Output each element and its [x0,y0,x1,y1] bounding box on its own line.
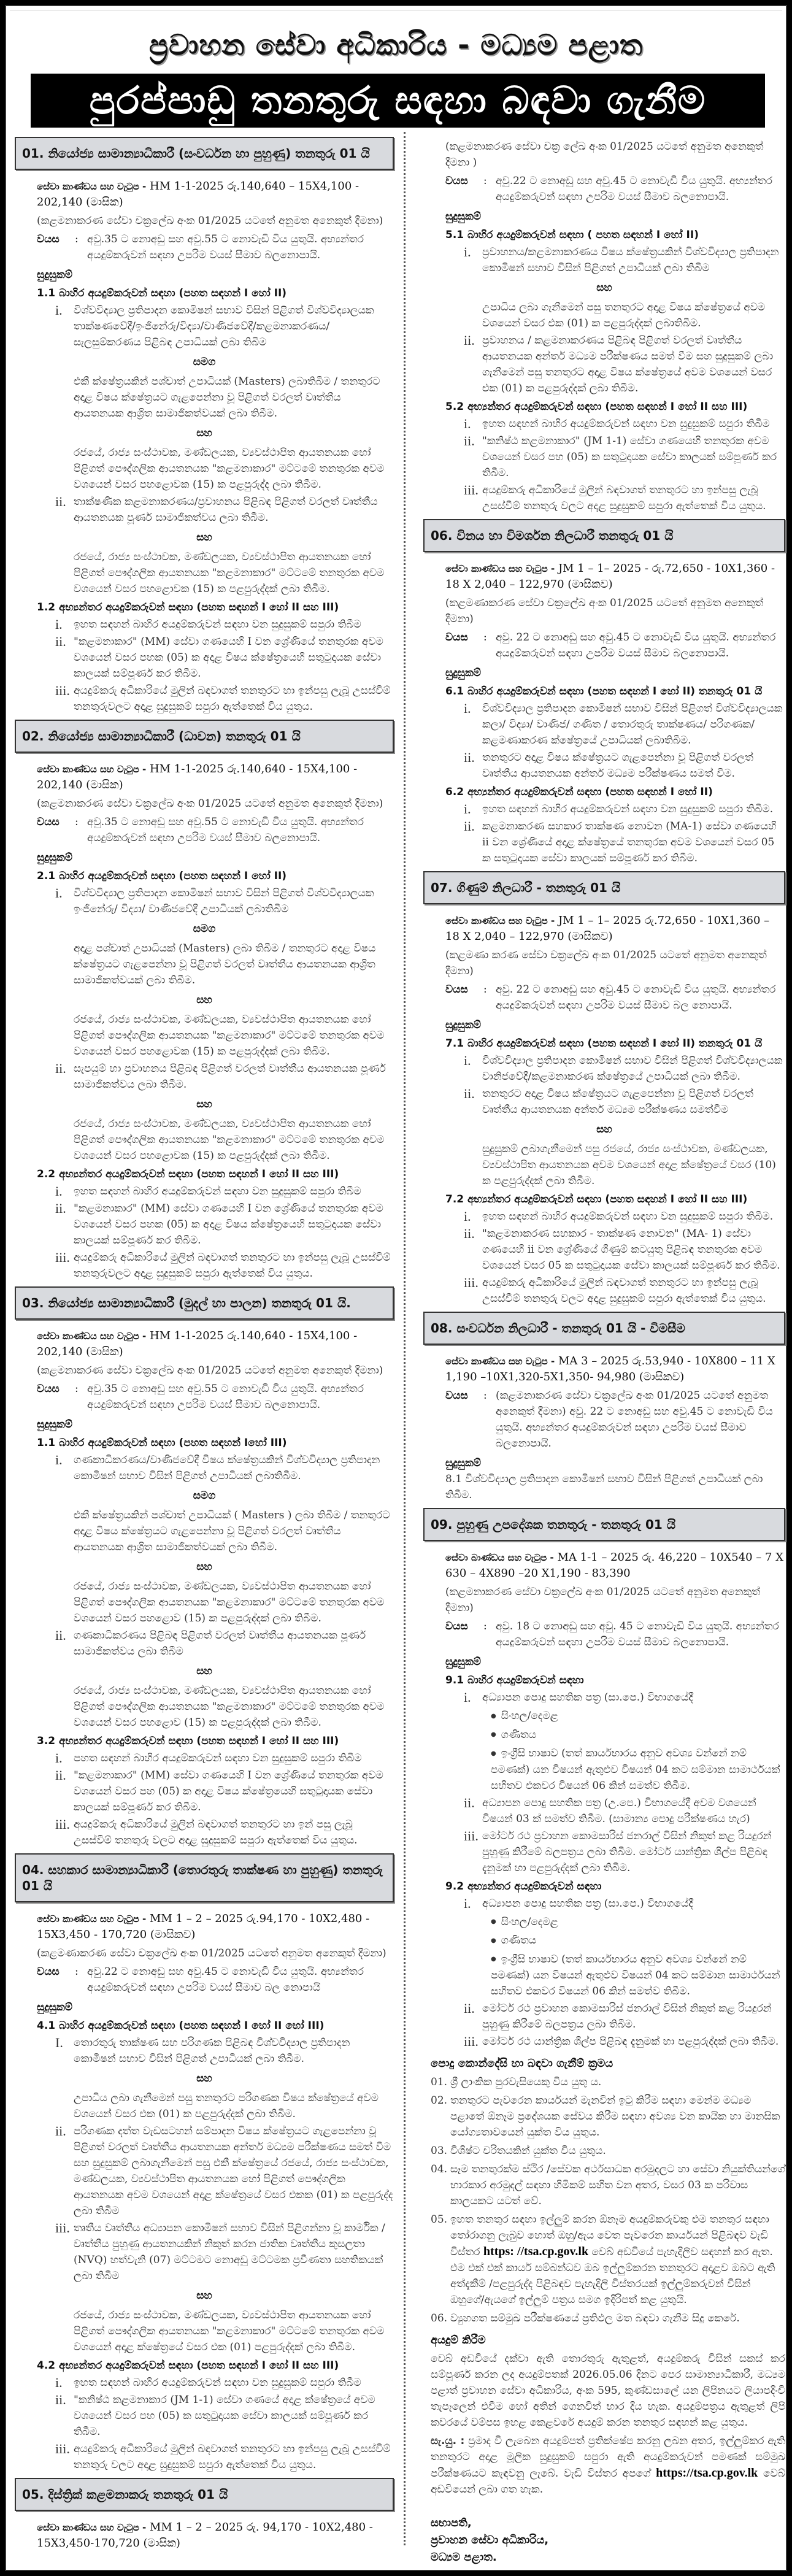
qualification-item [464,482,785,514]
website-link[interactable]: https://tsa.cp.gov.lk [656,2466,758,2480]
vacancy-title: 08. සංවර්ධන නිලධාරී - තනතුරු 01 යි - විමසීම [423,1312,785,1345]
qualification-item [464,2001,785,2032]
roman-numeral: i. [55,302,63,318]
conjunction: සමග [193,356,216,368]
vacancy-section [15,1853,394,2473]
salary-scale: සේවා කාණ්ඩය සහ වැටුප - HM 1-1-2025 රු.140,640 – 15X4,100 - 202,140 (මාසික) [37,180,359,209]
qualification-text: අධ්‍යාපන පොදු සහතික පත්‍ර (උ.පෙ.) විභාගයේදී අවම වශයෙන් විෂයන් 03 ක් සමත්ව තිබීම. (සාමාන්‍ය පොදු පරීක්ෂණය හැර) [482,1796,756,1825]
salary-scale: සේවා කාණ්ඩය සහ වැටුප - MA 3 – 2025 රු.53,940 - 10X800 – 11 X 1,190 –10X1,320-5X1,350- 94,980 (මාසිකව) [445,1355,775,1383]
qualifications-heading: සුදුසුකම් [445,1457,482,1469]
qualification-text: ඉහත සඳහන් බාහිර අයදුම්කරුවන් සඳහා වන සුදුසුකම් සපුරා තිබීම [74,618,361,631]
qualification-item [55,1767,394,1815]
roman-numeral: ii. [55,1628,66,1643]
age-requirement: වයස : අවු.35 ට නොඅඩු සහ අවු.55 ට නොවැඩි විය යුතුයි. අභ්‍යන්තර අයදුම්කරුවන් සඳහා උපරිම වයස් සීමාව බලනොපායි. [37,233,364,261]
roman-numeral: i. [464,1895,471,1911]
condition-number: 01. [431,2076,448,2088]
conjunction: සහ [196,2290,212,2302]
qualification-item [55,1817,394,1848]
qualification-text: අයදුම්කරු අධිකාරියේ මුලින් බඳවාගත් තනතුරට හා ඉන්පසු ලැබූ උසස්වීම් තනතුරු වලට අදාළ සුදුසුකම් සපුරා ඇත්තෙක් විය යුතුය. [482,1277,766,1305]
roman-numeral: iii. [55,1817,70,1832]
internal-applicants-heading: 9.2 අභ්‍යන්තර අයදුම්කරුවන් සඳහා [445,1880,602,1893]
roman-numeral: iii. [464,482,479,498]
vacancy-section [423,139,785,514]
qualification-item [55,1183,394,1199]
qualification-text: අයදුම්කරු අධිකාරියේ මුලින් බඳවාගත් තනතුරට හා ඉන් පසු ලැබූ උසස්වීම් තනතුරු වලට අදාළ සුදුසුකම් සපුරා ඇත්තෙක් විය යුතුය. [74,1818,358,1847]
roman-numeral: ii. [55,1061,66,1076]
left-column [15,132,394,2551]
qualification-item [55,617,394,632]
age-requirement: වයස : (කළමනාකරණ සේවා චක්‍රලේඛ අංක 01/2025 යටතේ අනුමත අනෙකුත් දීමනා) අවු. 22 ට නොඅඩු සහ අවු.45 ට නොවැඩි විය යුතුයි. අභ්‍යන්තර අයදුම්කරුවන් සඳහා උපරිම වයස් සීමාව බලනොපායි. [445,1390,773,1450]
vacancy-section [15,1286,394,1848]
roman-numeral: iii. [55,2441,70,2456]
conjunction: සහ [196,427,212,439]
qualification-text: පරිගණක දත්ත වැඩසටහන් සම්පාදන විෂය ක්ෂේත්‍රයට ගැළපෙන්නා වූ පිළිගත් වරලත් වෘත්තීය ආයතනයක අන්තර් මධ්‍යම පරීක්ෂණය සමත් වීම සහ සුදුසුකම් ලබාගැනීමෙන් පසු එකී ක්ෂේත්‍රයේ රජයේ, රාජ්‍ය සංස්ථාවක, මණ්ඩලයක, ව්‍යවස්ථාපිත ආයතනයක හෝ පිළිගත් පෞද්ගලික ආයතනයක අවම වශයෙන් අදාළ ක්ෂේත්‍රයේ වසර එකක (01) ක පළපුරුද්ද ලබා තිබීම [74,2125,393,2217]
qualification-text: "කනිෂ්ඨ කළමනාකාර (JM 1-1) සේවා ගණයේ අදාළ ක්ෂේත්‍රයේ අවම වශයෙන් වසර පහ (05) ක සතුටුදායක සේවා කාලයක් සම්පූර්ණ කර තිබීම. [74,2394,375,2438]
note-label: සැ.යු. : [431,2435,465,2447]
qualification-text: "කළමනාකාර" (MM) සේවා ගණයෙහි I වන ශ්‍රේණියේ තනතුරක අවම වශයෙන් වසර පහක (05) ක අදාළ විෂය ක්ෂේත්‍රයෙහි සතුටුදායක සේවා කාලයක් සම්පූර්ණ කර තිබීම. [74,1202,383,1247]
qualification-item [55,2441,394,2473]
internal-applicants-heading: 7.2 අභ්‍යන්තර අයදුම්කරුවන් සඳහා (පහත සඳහන් I හෝ II සහ III) [445,1193,748,1205]
roman-numeral: i. [55,1750,63,1766]
qualification-text: විශ්වවිද්‍යාල ප්‍රතිපාදන කොමිෂන් සභාව විසින් පිළිගත් විශ්වවිද්‍යාලයක තාක්ෂණවේදී/ඉංජිනේරු/විද්‍යා/වාණිජවේදී/කළමනාකරණය/සැලසුම්කරණය පිළිබඳ උපාධියක් ලබා තිබීම [74,304,374,348]
qualification-item [464,701,785,748]
qualification-item [55,1061,394,1093]
allowance-note: (කළමනාකරණ සේවා චක්‍ර ලේඛ අංක 01/2025 යටතේ අනුමත අනෙකුත් දීමනා ) [445,140,764,169]
roman-numeral: i. [55,617,63,632]
qualification-item [464,1226,785,1274]
qualification-text: මෝටර් රථ යාන්ත්‍රික ශිල්ප පිළිබඳ දැනුමක් හා පළපුරුද්දක් ලබා තිබීම. [482,2036,779,2048]
qualification-text: තනතුරට අදාළ විෂය ක්ෂේත්‍රයට ගැළපෙන්නා වූ පිළිගත් වරලත් වෘත්තීය ආයතනයක අන්තර් මධ්‍යම පරීක්ෂණය සමත්වීම [482,1088,753,1116]
allowance-note: (කළමනාකරණ සේවා චක්‍රලේඛ අංක 01/2025 යටතේ අනුමත අනෙකුත් දීමනා) [37,798,383,810]
conjunction: සහ [196,531,212,544]
external-applicants-heading: 2.1 බාහිර අයදුම්කරුවන් සඳහා (පහත සඳහන් I හෝ II) [37,870,287,882]
condition-number: 04. [431,2163,448,2175]
roman-numeral: ii. [55,634,66,649]
signature-line: සභාපති, [431,2516,472,2529]
qualification-detail: රජයේ, රාජ්‍ය සංස්ථාවක, මණ්ඩලයක, ව්‍යවස්ථාපිත ආයතනයක හෝ පිළිගත් පෞද්ගලික ආයතනයක "කළමනාකාර" මට්ටමේ තනතුරක අවම වශයෙන් වසර පහළොව (15) ක පළපුරුද්දක් ලබා තිබීම. [74,1580,385,1624]
roman-numeral: i. [55,2375,63,2390]
qualification-item [55,2392,394,2440]
conjunction: සහ [596,282,612,294]
condition-text: තනතුරට පැවරෙන කාර්යයන් මැනවින් ඉටු කිරීම සඳහා මෙන්ම මධ්‍යම පළාතේ ඕනෑම ප්‍රදේශයක සේවය කිරීම සඳහා අවශ්‍ය වන කායික හා මානසික යෝග්‍යතාවයෙන් යුක්ත විය යුතුය. [450,2094,780,2139]
condition-item [431,2143,785,2159]
important-note: සැ.යු. : ප්‍රමාද වී ලැබෙන අයදුම්පත් ප්‍රතික්ෂේප කරනු ලබන අතර, ඉල්ලුම්කර ඇති තනතුරට අදාළ මූලික සුදුසුකම් සපුරා ඇති අයදුම්කරුවන් පමණක් සම්මුඛ පරීක්ෂණයට කැඳවනු ලැබේ. වැඩි විස්තර අපගේ https://tsa.cp.gov.lk වෙබ් අඩවියෙන් ලබා ගත හැක. [431,2435,786,2496]
internal-applicants-heading: 2.2 අභ්‍යන්තර අයදුම්කරුවන් සඳහා (පහත සඳහන් I හෝ II සහ III) [37,1168,339,1180]
internal-applicants-heading: 3.2 අභ්‍යන්තර අයදුම්කරුවන් සඳහා (පහත සඳහන් I හෝ II සහ III) [37,1735,339,1747]
general-conditions-heading: පොදු කොන්දේසි හා බඳවා ගැනීම් ක්‍රමය [431,2057,613,2070]
qualification-item [464,1053,785,1085]
qualification-detail: සුදුසුකම් ලබාගැනීමෙන් පසු රජයේ, රාජ්‍ය සංස්ථාවක, මණ්ඩලයක, ව්‍යවස්ථාපිත ආයතනයක අවම වශයෙන් අදාළ ක්ෂේත්‍රයේ වසර (10) ක පළපුරුද්දක් ලබා තිබීම. [482,1143,776,1187]
vacancy-section [423,1508,785,2050]
signature-block [431,2515,785,2566]
qualification-text: අයදුම්කරු අධිකාරියේ මුලින් බඳවාගත් තනතුරට හා ඉන්පසු ලැබූ උසස්වීම් තනතුරු වලට අදාළ සුදුසුකම් සපුරා ඇත්තෙක් විය යුතුය. [482,484,766,512]
qualification-item [55,1201,394,1248]
roman-numeral: ii. [464,818,475,834]
bullet-item: ● ගණිතය [491,1727,785,1744]
qualification-text: අධ්‍යාපන පොදු සහතික පත්‍ර (සා.පෙ.) විභාගයේදී [482,1691,693,1704]
qualification-item [464,1275,785,1307]
signature-line: මධ්‍යම පළාත. [431,2551,497,2564]
qualification-detail: උපාධිය ලබා ගැනීමෙන් පසු තනතුරට අදාළ විෂය ක්ෂේත්‍රයේ අවම වශයෙන් වසර එක (01) ක පළපුරුද්දක් ලබාතිබීම. [482,301,766,329]
allowance-note: (කළමනාකරණ සේවා චක්‍රලේඛ අංක 01/2025 යටතේ අනුමත අනෙකුත් දීමනා) [37,1364,383,1377]
vacancy-title: 09. පුහුණු උපදේශක තනතුරු - තනතුරු 01 යි [423,1508,785,1541]
qualification-text: විශ්වවිද්‍යාල ප්‍රතිපාදන කොමිෂන් සභාව විසින් පිළිගත් විශ්වවිද්‍යාලයක වානිජවේදී/කළමනාකරණ ක්ෂේත්‍රයේ උපාධියක් ලබා තිබීම. [482,1055,783,1083]
roman-numeral: i. [464,1053,471,1068]
roman-numeral: ii. [464,1086,475,1101]
qualification-item [55,683,394,715]
salary-scale: සේවා කාණ්ඩය සහ වැටුප - MM 1 – 2 – 2025 රු.94,170 - 10X2,480 - 15X3,450 - 170,720 (මාසිකව) [37,1912,370,1941]
roman-numeral: i. [464,1209,471,1224]
qualification-detail: රජයේ, රාජ්‍ය සංස්ථාවක, මණ්ඩලයක, ව්‍යවස්ථාපිත ආයතනයක හෝ පිළිගත් පෞද්ගලික ආයතනයක "කළමනාකාර" මට්ටමේ තනතුරක අවම වශයෙන් අදාළ ක්ෂේත්‍රයේ වසර එක (01) පළපුරුද්දක් ලබා තිබීම. [74,2309,385,2353]
conjunction: සහ [196,994,212,1006]
roman-numeral: iii. [55,1250,70,1265]
vacancy-title: 01. නියෝජ්‍ය සාමාන්‍යාධිකාරී (සංවර්ධන හා පුහුණු) තනතුරු 01 යි [15,137,394,170]
roman-numeral: ii. [55,2392,66,2407]
external-applicants-heading: 9.1 බාහිර අයදුම්කරුවන් සඳහා [445,1674,584,1686]
qualification-text: අයදුම්කරු අධිකාරියේ මුලින් බඳවාගත් තනතුරට හා ඉන්පසු ලැබූ උසස්වීම් තනතුරුවලට අදාළ සුදුසුකම් සපුරා ඇත්තෙක් විය යුතුය. [74,1251,391,1280]
bullet-item: ● සිංහල/දෙමළ [491,1708,785,1724]
qualification-text: පහත සඳහන් බාහිර අයදුම්කරුවන් සඳහා වන සුදුසුකම් සපුරා තිබීම [74,1752,362,1764]
external-applicants-heading: 1.1 බාහිර අයදුම්කරුවන් සඳහා (පහත සඳහන් I හෝ II) [37,287,287,299]
qualification-text: "කළමනාකාර" (MM) සේවා ගණයෙහි I වන ශ්‍රේණියේ තනතුරක අවම වශයෙන් වසර පහ (05) ක අදාළ විෂය ක්ෂේත්‍රයෙහි සතුටුදායක සේවා කාලයක් සම්පූර්ණ කර තිබීම. [74,1769,383,1813]
qualification-text: "කළමනාකරණ සහකාර - තාක්ෂණ නොවන" (MA- 1) සේවා ගණයෙහි ii වන ශ්‍රේණියේ ගිණුම් කටයුතු පිළිබඳ තනතුරක අවම වශයෙන් වසර 05 ක සතුටුදායක සේවා කාලයක් සම්පූර්ණ කර තිබීම. [482,1228,780,1272]
qualification-text: "කළමනාකාර" (MM) සේවා ගණයෙහි I වන ශ්‍රේණියේ තනතුරක අවම වශයෙන් වසර පහක (05) ක අදාළ විෂය ක්ෂේත්‍රයෙහි සතුටුදායක සේවා කාලයක් සම්පූර්ණ කර තිබීම. [74,636,383,680]
age-requirement: වයස : අවු.22 ට නොඅඩු සහ අවු.45 ට නොවැඩි විය යුතුයි. අභ්‍යන්තර අයදුම්කරුවන් සඳහා උපරිම වයස් සීමාව බල නොපායි [37,1966,364,1994]
qualification-item [55,634,394,682]
condition-text: විශිෂ්ට චරිතයකින් යුක්ත විය යුතුය. [450,2145,606,2157]
roman-numeral: iii. [464,2034,479,2049]
external-applicants-heading: 6.1 බාහිර අයදුම්කරුවන් සඳහා (පහත සඳහන් I හෝ II) තනතුරු 01 යි [445,685,763,698]
qualification-text: තෘතීය වෘත්තීය අධ්‍යාපන කොමිෂන් සභාව විසින් පිළිගන්නා වූ කාර්මික / වෘත්තීය පුහුණු ආයතනයකින් නිකුත් කරන ජාතික වෘත්තීය කුසලතා (NVQ) හත්වැනි (07) මට්ටමට නොඅඩු මට්ටමක ප්‍රවීණතා සහතිකයක් ලබා තිබීම [74,2222,385,2282]
qualification-item [55,1628,394,1659]
qualification-text: අයදුම්කරු අධිකාරියේ මුලින් බඳවාගත් තනතුරට හා ඉන්පසු ලැබූ උසස්වීම් තනතුරු වලට අදාළ සුදුසුකම් සපුරා ඇත්තෙක් විය යුතුය. [74,2443,391,2471]
bullet-item: ● ගණිතය [491,1932,785,1949]
qualification-item [464,416,785,432]
qualification-item [464,801,785,817]
age-requirement: වයස : අවු.35 ට නොඅඩු සහ අවු.55 ට නොවැඩි විය යුතුයි. අභ්‍යන්තර අයදුම්කරුවන් සඳහා උපරිම වයස් සීමාව බලනොපායි. [37,1383,364,1411]
roman-numeral: i. [464,801,471,817]
conjunction: සහ [196,1665,212,1677]
qualification-detail: උපාධිය ලබා ගැනීමෙන් පසු තනතුරට පරිගණක විෂය ක්ෂේත්‍රයේ අවම වශයෙන් වසර එක (01) ක පළපුරුද්දක් ලබා තිබීම. [74,2092,379,2120]
qualification-item [55,2123,394,2219]
qualifications-heading: සුදුසුකම් [445,1656,482,1668]
roman-numeral: ii. [55,494,66,509]
qualification-text: ප්‍රවාහනය/කළමනාකරණය විෂය ක්ෂේත්‍රයකින් විශ්වවිද්‍යාල ප්‍රතිපාදන කොමිෂන් සභාව විසින් පිළිගත් උපාධියක් ලබා තිබීම [482,246,779,274]
condition-text: ඉහත තනතුර සඳහා ඉල්ලුම් කරන ඕනෑම අයදුම්කරුවකු එම තනතුර සඳහා තෝරාගනු ලැබුව හොත් ඔහු/ඇය වෙත පැවරෙන කාර්යයන් පිළිබඳව වැඩි විස්තර https: //tsa.cp.gov.lk වෙබ් අඩවියේ පැහැදිලිව සඳහන් කර ඇත. එම එක් එක් කාර්ය සම්බන්ධව ඔබ ඉල්ලුම්කරන තනතුරට අදාළව ඔබට ඇති අත්දැකීම් /පළපුරුද්ද පිළිබඳව පැහැදිලි විස්තරයක් ඉල්ලුම්කරුවන් විසින් ඔහුගේ/ඇයගේ ඉල්ලුම් පත්‍රය සමග ඉදිරිපත් කළ යුතුයි. [450,2213,775,2306]
qualifications-heading: සුදුසුකම් [445,1019,482,1031]
vacancy-title: 06. විනය හා විමර්ශන නිලධාරී තනතුරු 01 යි [423,519,785,552]
roman-numeral: iii. [464,1828,479,1844]
roman-numeral: i. [55,1452,63,1467]
qualification-item [55,2375,394,2391]
qualification-item [464,1086,785,1118]
qualification-item [464,1896,785,1912]
roman-numeral: ii. [55,1201,66,1216]
qualifications-heading: සුදුසුකම් [37,269,73,281]
qualification-text: කළමනාකරණ සහකාර තාක්ෂණ නොවන (MA-1) සේවා ගණයෙහි ii වන ශ්‍රේණියේ අදාළ ක්ෂේත්‍රයේ තනතුරක අවම වශයෙන් වසර 05 ක සතුටුදායක සේවා කාලයක් සම්පූර්ණ කර තිබීම. [482,820,777,864]
qualification-text: අධ්‍යාපන පොදු සහතික පත්‍ර (සා.පෙ.) විභාගයේදී [482,1897,693,1910]
roman-numeral: ii. [464,750,475,765]
conjunction: සමග [193,923,216,935]
qualification-text: "කනිෂ්ඨ කළමනාකාර" (JM 1-1) සේවා ගණයෙහි තනතුරක අවම වශයෙන් වසර පහ (05) ක සතුටුදායක සේවා කාලයක් සම්පූර්ණ කර තිබීම. [482,435,777,479]
qualification-text: තනතුරට අදාළ විෂය ක්ෂේත්‍රයට ගැළපෙන්නා වූ පිළිගත් වරලත් වෘත්තීය ආයතනයක අන්තර් මධ්‍යම පරීක්ෂණය සමත් වීම. [482,752,753,780]
roman-numeral: iii. [55,683,70,698]
column-divider [404,132,406,2545]
internal-applicants-heading: 1.2 අභ්‍යන්තර අයදුම්කරුවන් සඳහා (පහත සඳහන් I හෝ II සහ III) [37,601,339,613]
vacancy-title: 04. සහකාර සාමාන්‍යාධිකාරී (තොරතුරු තාක්ෂණ හා පුහුණු) තනතුරු 01 යි [15,1853,394,1902]
qualification-detail: රජයේ, රාජ්‍ය සංස්ථාවක, මණ්ඩලයක, ව්‍යවස්ථාපිත ආයතනයක හෝ පිළිගත් පෞද්ගලික ආයතනයක "කළමනාකාර" මට්ටමේ තනතුරක අවම වශයෙන් වසර පහළොවක (15) ක පළපුරුද්දක් ලබා තිබීම. [74,551,385,595]
condition-item [431,2310,785,2326]
qualification-item [55,885,394,917]
condition-item [431,2161,785,2209]
qualifications-heading: සුදුසුකම් [445,210,482,223]
qualification-text: ඉහත සඳහන් බාහිර අයදුම්කරුවන් සඳහා වන සුදුසුකම් සපුරා තිබීම [482,418,770,430]
organization-title: ප්‍රවාහන සේවා අධිකාරිය - මධ්‍යම පළාත [148,28,644,61]
qualifications-heading: සුදුසුකම් [37,1418,73,1431]
external-applicants-heading: 4.1 බාහිර අයදුම්කරුවන් සඳහා (පහත සඳහන් I හෝ II හෝ III) [37,2020,325,2032]
qualification-text: ගණකාධිකරණය පිළිබඳ පිළිගත් වරලත් වෘත්තීය ආයතනයක පූර්ණ සාමාජිකත්වය ලබා තිබීම [74,1629,366,1658]
website-link[interactable]: https: //tsa.cp.gov.lk [483,2245,589,2258]
qualification-text: තාක්ෂණික කළමනාකරණය/ප්‍රවාහනය පිළිබඳ පිළිගත් වරලත් වෘත්තීය ආයතනයක පූර්ණ සාමාජිකත්වය ලබා තිබීම. [74,496,378,524]
conjunction: සහ [596,1123,612,1136]
qualification-text: ඉහත සඳහන් බාහිර අයදුම්කරුවන් සඳහා වන සුදුසුකම් සපුරා තිබීම [74,2377,361,2389]
qualification-detail: එකී ක්ෂේත්‍රයකින් පශ්චාත් උපාධියක් ( Masters ) ලබා තිබීම / තනතුරට අදාළ විෂය ක්ෂේත්‍රයට ගැළපෙන්නා වූ පිළිගත් වරලත් වෘත්තීය ආයතනයක ආශ්‍රිත සාමාජිකත්වයක් ලබා තිබීම. [74,1509,390,1553]
condition-item [431,2212,785,2308]
qualification-text: අයදුම්කරු අධිකාරියේ මුලින් බඳවාගත් තනතුරට හා ඉන්පසු ලැබූ උසස්වීම් තනතුරුවලට අදාළ සුදුසුකම් සපුරා ඇත්තෙක් විය යුතුය. [74,685,391,713]
qualification-item [55,302,394,350]
qualification-text: විශ්වවිද්‍යාල ප්‍රතිපාදන කොමිෂන් සභාව විසින් පිළිගත් විශ්වවිද්‍යාලයක ඉංජිනේරු/ විද්‍යා/ වාණිජවේදී උපාධියක් ලබාතිබීම [74,887,374,915]
salary-scale: සේවා බාණ්ඩය සහ වැටුප - MA 1-1 – 2025 රු. 46,220 – 10X540 – 7 X 630 – 4X890 –20 X1,190 - 83,390 [445,1551,784,1580]
qualification-item [464,2034,785,2050]
qualification-item [55,1250,394,1282]
qualification-detail: රජයේ, රාජ්‍ය සංස්ථාවක, මණ්ඩලයක, ව්‍යවස්ථාපිත ආයතනයක හෝ පිළිගත් පෞද්ගලික ආයතනයක "කළමනාකාර" මට්ටමේ තනතුරක අවම වශයෙන් වසර පහළොවක (15) ක පළපුරුද්ද ලබා තිබීම. [74,447,385,491]
allowance-note: (කළමණාකරණ සේවා චක්‍රලේඛ අංක 01/2025 යටතේ අනුමත අනෙකුත් දීමනා) [445,597,764,625]
roman-numeral: ii. [55,1767,66,1783]
age-requirement: වයස : අවු. 22 ට නොඅඩු සහ අවු.45 ට නොවැඩි විය යුතුයි. අභ්‍යන්තර අයදුම්කරුවන් සඳහා උපරිම වයස් සීමාව බල නොපායි. [445,983,776,1012]
qualification-item [464,1795,785,1827]
salary-scale: සේවා කාණ්ඩය සහ වැටුප - JM 1 – 1– 2025 - රු.72,650 - 10X1,360 - 18 X 2,040 – 122,970 (මාසිකව) [445,562,775,591]
allowance-note: (කළමණා කරණ සේවා චක්‍රලේඛ අංක 01/2025 යටතේ අනුමත අනෙකුත් දීමනා) [445,949,767,977]
external-applicants-heading: 5.1 බාහිර අයදුම්කරුවන් සඳහා ( පහත සඳහන් I හෝ II) [445,229,699,241]
bullet-item: ● සිංහල/දෙමළ [491,1914,785,1931]
qualification-text: තොරතුරු තාක්ෂණ සහ පරිගණක පිළිබඳ විශ්වවිද්‍යාල ප්‍රතිපාදන කොමිෂන් සභාව විසින් පිළිගත් උපාධියක් ලබා තිබීම. [74,2037,350,2065]
age-requirement: වයස : අවු. 22 ට නොඅඩු සහ අවු.45 ට නොවැඩි විය යුතුයි. අභ්‍යන්තර අයදුම්කරුවන් සඳහා උපරිම වයස් සීමාව බලනොපායි. [445,631,776,659]
qualification-item [464,244,785,276]
how-to-apply-text: වෙබ් අඩවියේ දක්වා ඇති තොරතුරු ඇතුළත්, අයදුම්කරු විසින් සකස් කර සම්පූර්ණ කරන ලද අයදුම්පතක් 2026.05.06 දිනට පෙර සාමාන්‍යාධිකාරී, මධ්‍යම පළාත් ප්‍රවාහන සේවා අධිකාරිය, අංක 595, කුණ්ඩසාලේ යන ලිපිනයට ලියාපදිංචි තැපෑලෙන් එවීම හෝ අතින් ගෙනවිත් භාර දිය හැක. අයදුම්පත්‍රය ඇතුළත් ලිපි කවරයේ වම්පස ඉහළ කෙළවරේ අයදුම් කරන තනතුර සඳහන් කළ යුතුය. [431,2353,785,2429]
roman-numeral: i. [464,1690,471,1705]
qualification-text: ඉහත සඳහන් බාහිර අයදුම්කරුවන් සඳහා වන සුදුසුකම් සපුරා තිබීම. [482,803,774,815]
qualification-detail: රජයේ, රාජ්‍ය සංස්ථාවක, මණ්ඩලයක, ව්‍යවස්ථාපිත ආයතනයක හෝ පිළිගත් පෞද්ගලික ආයතනයක "කළමනාකාර" මට්ටමේ තනතුරක අවම වශයෙන් වසර පහළොවක (15) ක පළපුරුද්දක් ලබා තිබීම. [74,1013,385,1058]
qualification-text: ඉහත සඳහන් බාහිර අයදුම්කරුවන් සඳහා වන සුදුසුකම් සපුරා තිබීම. [482,1210,774,1223]
vacancy-title: 02. නියෝජ්‍ය සාමාන්‍යාධිකාරී (ධාවන) තනතුරු 01 යි [15,720,394,753]
condition-number: 06. [431,2312,448,2324]
qualification-text: මෝටර් රථ ප්‍රවාහන කොමසාරිස් ජනරාල් විසින් නිකුත් කළ රියදුරන් පුහුණු කිරීමේ බලපත්‍රය ලබා තිබීම. මෝටර් යාන්ත්‍රික ශිල්ප පිළිබඳ දැනුමක් හා පළපුරුද්දක් ලබා තිබීම. [482,1829,772,1874]
qualification-item [464,818,785,866]
allowance-note: (කළමණාකරණ සේවා චක්‍රලේඛ අංක 01/2025 යටතේ අනුමත අනෙකුත් දීමනා) [37,1947,386,1959]
qualification-text: ප්‍රවාහනය / කළමනාකරණය පිළිබඳ පිළිගත් වරලත් වෘත්තීය ආයතනයක අන්තර් මධ්‍යම පරීක්ෂණය සමත් වීම සහ සුදුසුකම් ලබා ගැනීමෙන් පසු තනතුරට අදාළ විෂය ක්ෂේත්‍රයේ අවම වශයෙන් වසර එක (01) ක පළපුරුද්දක් ලබා තිබීම. [482,334,774,394]
roman-numeral: ii. [464,1226,475,1241]
roman-numeral: i. [464,701,471,716]
roman-numeral: iii. [55,2220,70,2236]
vacancy-title: 07. ගිණුම් නිලධාරී - තනතුරු 01 යි [423,871,785,904]
vacancy-section [15,2478,394,2551]
roman-numeral: ii. [464,333,475,348]
roman-numeral: i. [55,885,63,901]
roman-numeral: ii. [464,1794,475,1810]
external-applicants-heading: 7.1 බාහිර අයදුම්කරුවන් සඳහා (පහත සඳහන් I හෝ II) තනතුරු 01 යි [445,1037,763,1050]
qualification-item [464,433,785,481]
condition-number: 03. [431,2145,448,2157]
condition-item [431,2074,785,2090]
conjunction: සමග [193,1490,216,1502]
internal-applicants-heading: 5.2 අභ්‍යන්තර අයදුම්කරුවන් සඳහා (පහත සඳහන් I හෝ II සහ III) [445,401,748,413]
salary-scale: සේවා කාණ්ඩය සහ වැටුප - HM 1-1-2025 රු.140,640 - 15X4,100 - 202,140 (මාසික) [37,1329,358,1358]
age-requirement: වයස : අවු.22 ට නොඅඩු සහ අවු.45 ට නොවැඩි විය යුතුයි. අභ්‍යන්තර අයදුම්කරුවන් සඳහා උපරිම වයස් සීමාව බලනොපායි. [445,175,772,203]
roman-numeral: ii. [464,2001,475,2016]
external-applicants-heading: 1.1 බාහිර අයදුම්කරුවන් සඳහා (පහත සඳහන් Iහෝ III) [37,1437,287,1449]
qualification-item [464,1209,785,1225]
vacancy-section [423,1312,785,1503]
bullet-item: ● ඉංග්‍රීසි භාෂාව (තත් කාර්යභාරය අනුව අවශ්‍ය වන්නේ නම් පමණක්) යන විෂයන් ඇතුළුව විෂයන් 04 කට සම්මාන සාමාර්ථයක් සහිතව එකවර විෂයන් 06 කින් සමත්ව තිබීම. [491,1745,785,1794]
vacancy-section [423,519,785,866]
internal-applicants-heading: 6.2 අභ්‍යන්තර අයදුම්කරුවන් සඳහා (පහත සඳහන් I හෝ II) [445,786,713,798]
vacancy-section [15,137,394,715]
roman-numeral: ii. [464,433,475,448]
salary-scale: සේවා කාණ්ඩය සහ වැටුප - HM 1-1-2025 රු.140,640 - 15X4,100 - 202,140 (මාසික) [37,763,358,791]
qualification-text: මෝටර් රථ ප්‍රවාහන කොමසාරිස් ජනරාල් විසින් නිකුත් කළ රියදුරන් පුහුණු කිරීමේ බලපත්‍රය ලබා තිබීම. [482,2002,772,2031]
qualification-detail: රජයේ, රාජ්‍ය සංස්ථාවක, මණ්ඩලයක, ව්‍යවස්ථාපිත ආයතනයක හෝ පිළිගත් පෞද්ගලික ආයතනයක "කළමනාකාර" මට්ටමේ තනතුරක අවම වශයෙන් වසර පහළොවක (15) ක පළපුරුද්දක් ලබා තිබීම. [74,1118,385,1162]
condition-text: ශ්‍රී ලාංකික පුරවැසියෙකු විය යුතු ය. [450,2076,602,2088]
qualification-detail: රජයේ, රාජ්‍ය සංස්ථාවක, මණ්ඩලයක, ව්‍යවස්ථාපිත ආයතනයක හෝ පිළිගත් පෞද්ගලික ආයතනයක "කළමනාකාර" මට්ටමේ තනතුරක අවම වශයෙන් වසර පහළොව (15) ක පළපුරුද්දක් ලබා තිබීම. [74,1685,385,1729]
condition-number: 05. [431,2213,448,2226]
advertisement-page [5,5,787,2571]
qualification-item [55,1452,394,1484]
salary-scale: සේවා කාණ්ඩය සහ වැටුප - MM 1 – 2 – 2025 රු. 94,170 - 10X2,480 - 15X3,450-170,720 (මාසික) [37,2521,373,2550]
qualification-item [464,1690,785,1705]
bullet-item: ● ඉංග්‍රීසි භාෂාව (තත් කාර්යභාරය අනුව අවශ්‍ය වන්නේ නම් පමණක්) යන විෂයන් ඇතුළුව විෂයන් 04 කට සම්මාන සාමාර්ථයන් සහිතව එකවර විෂයන් 06 කින් සමත්ව තිබීම. [491,1951,785,2000]
qualification-item [55,494,394,526]
roman-numeral: i. [464,244,471,260]
vacancy-title: 03. නියෝජ්‍ය සාමාන්‍යාධිකාරී (මුදල් හා පාලන) තනතුරු 01 යි. [15,1286,394,1320]
qualifications-heading: සුදුසුකම් [37,2001,73,2013]
conjunction: සහ [196,1098,212,1110]
vacancy-section [15,720,394,1282]
qualification-detail: අදාළ පශ්චාත් උපාධියක් (Masters) ලබා තිබීම / තනතුරට අදාළ විෂය ක්ෂේත්‍රයට ගැළපෙන්නා වූ පිළිගත් වරලත් වෘත්තීය ආයතනයක ආශ්‍රිත සාමාජිකත්වයක් ලබා තිබීම. [74,942,376,986]
qualification-item [464,750,785,782]
allowance-note: (කළමනාකරණ සේවා චක්‍රලේඛ අංක 01/2025 යටතේ අනුමත අනෙකුත් දීමනා) [37,215,383,227]
roman-numeral: i. [55,1183,63,1199]
conjunction: සහ [196,1561,212,1573]
qualification-item [55,2220,394,2284]
roman-numeral: ii. [55,2123,66,2139]
condition-text: සෑම තනතුරක්ම ස්ථිර /සේවක අර්ථසාධක අරමුදලට හා සේවා නියුක්තියන්ගේ භාරකාර අරමුදල් සඳහා හිමිකම් සහිත වන අතර, වසර 03 ක පරිවාස කාලයකට යටත් වේ. [450,2163,785,2207]
vacancy-title: 05. දිස්ත්‍රික් කළමනාකරු තනතුරු 01 යි [15,2478,394,2511]
qualification-text: විශ්වවිද්‍යාල ප්‍රතිපාදන කොමිෂන් සභාව විසින් පිළිගත් විශ්වවිද්‍යාලයක කලා/ විද්‍යා/ වාණිජ/ ගණිත / තොරතුරු තාක්ෂණය/ පරිගණක/ කළමණාකරණ ක්ෂේත්‍රයේ උපාධියක් ලබාතිබීම. [482,702,783,747]
age-requirement: වයස : අවු. 18 ට නොඅඩු සහ අවු. 45 ට නොවැඩි විය යුතුයි. අභ්‍යන්තර අයදුම්කරුවන් සඳහා උපරිම වයස් සීමාව බලනොපායි. [445,1620,779,1648]
qualifications-heading: සුදුසුකම් [445,667,482,679]
how-to-apply-heading: අයදුම් කිරීම [431,2334,486,2347]
age-requirement: වයස : අවු.35 ට නොඅඩු සහ අවු.55 ට නොවැඩි විය යුතුයි. අභ්‍යන්තර අයදුම්කරුවන් සඳහා උපරිම වයස් සීමාව බලනොපායි. [37,816,364,844]
salary-scale: සේවා කාණ්ඩය සහ වැටුප - JM 1 – 1– 2025 රු.72,650 - 10X1,360 – 18 X 2,040 – 122,970 (මාසිකව) [445,914,770,943]
qualification-detail: එකී ක්ෂේත්‍රයකින් පශ්චාත් උපාධියක් (Masters) ලබාතිබීම / තනතුරට අදාළ විෂය ක්ෂේත්‍රයට ගැළපෙන්නා වූ පිළිගත් වරලත් වෘත්තීය ආයතනයක ආශ්‍රිත සාමාජිකත්වයක් ලබා තිබීම. [74,375,380,420]
condition-number: 02. [431,2094,448,2107]
allowance-note: (කළමනාකරණ සේවා චක්‍රලේඛ අංක 01/2025 යටතේ අනුමත අනෙකුත් දීමනා) [445,1586,761,1614]
roman-numeral: I. [55,2035,63,2050]
qualification-item [464,1828,785,1876]
internal-applicants-heading: 4.2 අභ්‍යන්තර අයදුම්කරුවන් සඳහා (පහත සඳහන් I හෝ II සහ III) [37,2359,339,2372]
qualification-item [55,2035,394,2067]
condition-item [431,2093,785,2140]
qualifications-heading: සුදුසුකම් [37,852,73,864]
headline-banner: පුරප්පාඩු තනතුරු සඳහා බඳවා ගැනීම [31,74,765,128]
qualification-text: ඉහත සඳහන් බාහිර අයදුම්කරුවන් සඳහා වන සුදුසුකම් සපුරා තිබීම [74,1185,361,1198]
qualification-text: ගණකාධිකරණය/වාණිජවේදී විෂය ක්ෂේත්‍රයකින් විශ්වවිද්‍යාල ප්‍රතිපාදන කොමිෂන් සභාව විසින් පිළිගත් උපාධියක් ලබාතිබීම. [74,1454,380,1482]
qualification-detail: 8.1 විශ්වවිද්‍යාල ප්‍රතිපාදන කොමිෂන් සභාව විසින් පිළිගත් උපාධියක් ලබා තිබීම. [445,1473,763,1501]
qualification-text: සැපයුම් හා ප්‍රවාහනය පිළිබඳ පිළිගත් වරලත් වෘත්තීය ආයතනයක පූර්ණ සාමාජිකත්වය ලබා තිබීම. [74,1063,386,1091]
qualification-item [55,1750,394,1766]
roman-numeral: i. [464,416,471,431]
vacancy-section [423,871,785,1307]
right-column [423,136,785,2566]
qualification-item [464,333,785,396]
condition-text: ව්‍යුහගත සම්මුඛ පරීක්ෂණයේ ප්‍රතිඵල මත බඳවා ගැනීම සිදු කෙරේ. [450,2312,740,2324]
conjunction: සහ [196,2072,212,2085]
signature-line: ප්‍රවාහන සේවා අධිකාරිය, [431,2534,549,2547]
roman-numeral: iii. [464,1275,479,1290]
